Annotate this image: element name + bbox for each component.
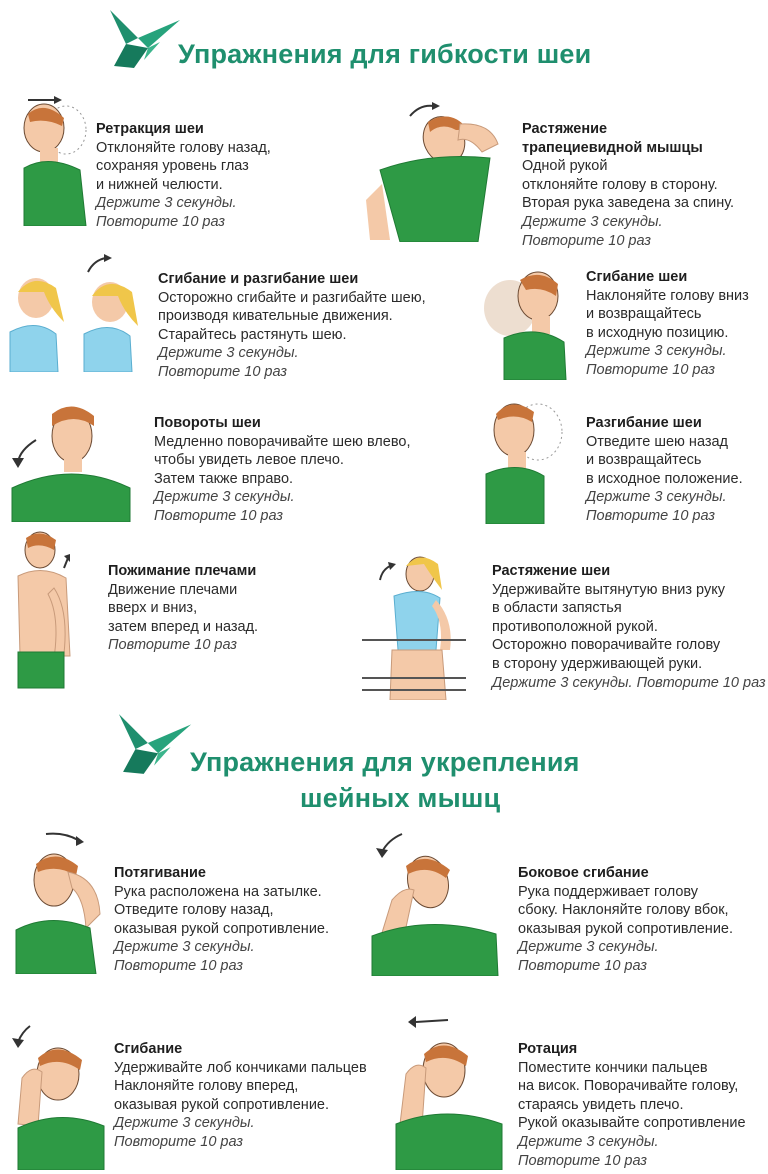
exercise-repeat: Повторите 10 раз [518,1152,647,1169]
exercise-hold: Держите 3 секунды. [518,939,659,956]
exercise-text: Рукой оказывайте сопротивление [518,1115,746,1132]
exercise-hold: Держите 3 секунды. [586,343,727,360]
exercise-text: оказывая рукой сопротивление. [114,920,330,937]
exercise-text: Затем также вправо. [154,470,294,487]
exercise-pulling [114,864,329,976]
section-title-strengthening-line1: Упражнения для укрепления [190,747,580,777]
exercise-text: Осторожно сгибайте и разгибайте шею, [158,289,426,306]
exercise-title: Сгибание и разгибание шеи [158,271,359,287]
exercise-hold: Держите 3 секунды. Повторите 10 раз [492,674,766,691]
exercise-repeat: Повторите 10 раз [522,232,651,249]
exercise-text: в исходную позицию. [586,324,729,341]
figure-rotation-resistance [382,1014,506,1170]
exercise-title: Растяжение шеи [492,563,611,579]
exercise-title: Боковое сгибание [518,865,649,881]
figure-neck-stretch [362,550,474,700]
exercise-trapezius-stretch [522,120,734,250]
figure-neck-rotation [6,400,134,522]
exercise-title: Ретракция шеи [96,121,204,137]
exercise-rotation-resistance [518,1040,746,1170]
exercise-hold: Держите 3 секунды. [518,1133,659,1150]
exercise-text: затем вперед и назад. [108,618,259,635]
exercise-neck-extension [586,414,743,526]
exercise-neck-rotation [154,414,410,526]
exercise-hold: Держите 3 секунды. [158,345,299,362]
figure-flexion-extension [4,252,150,372]
exercise-repeat: Повторите 10 раз [108,637,237,654]
figure-neck-extension [482,390,574,524]
exercise-text: на висок. Поворачивайте голову, [518,1078,739,1095]
exercise-repeat: Повторите 10 раз [586,507,715,524]
exercise-text: Отклоняйте голову назад, [96,139,271,156]
exercise-text: Осторожно поворачивайте голову [492,637,721,654]
exercise-side-bend [518,864,733,976]
figure-trapezius-stretch [360,100,510,242]
figure-side-bend [362,830,500,976]
exercise-text: Рука поддерживает голову [518,883,699,900]
exercise-text: оказывая рукой сопротивление. [518,920,734,937]
exercise-repeat: Повторите 10 раз [96,213,225,230]
exercise-flexion-extension [158,270,426,382]
exercise-title: Повороты шеи [154,415,261,431]
exercise-text: Наклоняйте голову вперед, [114,1078,299,1095]
exercise-text: Рука расположена на затылке. [114,883,322,900]
exercise-text: производя кивательные движения. [158,308,393,325]
exercise-repeat: Повторите 10 раз [158,363,287,380]
exercise-text: в области запястья [492,600,622,617]
exercise-neck-flexion [586,268,749,380]
exercise-text: Движение плечами [108,581,238,598]
figure-neck-retraction [10,96,90,226]
exercise-neck-stretch [492,562,766,692]
figure-neck-flexion [476,262,576,380]
exercise-repeat: Повторите 10 раз [114,1133,243,1150]
exercise-text: Удерживайте вытянутую вниз руку [492,581,725,598]
exercise-repeat: Повторите 10 раз [518,957,647,974]
exercise-title: Растяжение [522,121,608,137]
exercise-text: отклоняйте голову в сторону. [522,176,718,193]
exercise-text: Медленно поворачивайте шею влево, [154,433,411,450]
exercise-repeat: Повторите 10 раз [586,361,715,378]
figure-shoulder-shrug [8,528,78,694]
exercise-hold: Держите 3 секунды. [586,489,727,506]
exercise-title: Потягивание [114,865,206,881]
exercise-text: Отведите шею назад [586,433,729,450]
exercise-text: Одной рукой [522,158,608,175]
exercise-text: противоположной рукой. [492,618,658,635]
exercise-text: оказывая рукой сопротивление. [114,1096,330,1113]
exercise-text: стараясь увидеть плечо. [518,1096,684,1113]
exercise-title: Ротация [518,1041,578,1057]
exercise-text: Отведите голову назад, [114,902,274,919]
exercise-hold: Держите 3 секунды. [114,939,255,956]
exercise-hold: Держите 3 секунды. [96,195,237,212]
exercise-title: Сгибание шеи [586,269,688,285]
exercise-text: Старайтесь растянуть шею. [158,326,347,343]
exercise-neck-retraction [96,120,271,232]
section-title-flexibility: Упражнения для гибкости шеи [178,39,592,69]
figure-pulling [10,828,102,974]
exercise-flexion-resistance [114,1040,367,1152]
exercise-text: Удерживайте лоб кончиками пальцев [114,1059,367,1076]
exercise-text: в исходное положение. [586,470,743,487]
exercise-text: Поместите кончики пальцев [518,1059,708,1076]
exercise-text: Вторая рука заведена за спину. [522,195,735,212]
exercise-text: сбоку. Наклоняйте голову вбок, [518,902,729,919]
exercise-title: Разгибание шеи [586,415,702,431]
exercise-text: Наклоняйте голову вниз [586,287,749,304]
exercise-shoulder-shrug [108,562,258,655]
exercise-repeat: Повторите 10 раз [154,507,283,524]
exercise-hold: Держите 3 секунды. [522,213,663,230]
section-title-strengthening-line2: шейных мышц [300,783,501,813]
exercise-repeat: Повторите 10 раз [114,957,243,974]
exercise-text: и возвращайтесь [586,452,702,469]
exercise-text: чтобы увидеть левое плечо. [154,452,344,469]
exercise-hold: Держите 3 секунды. [154,489,295,506]
exercise-title: Сгибание [114,1041,183,1057]
exercise-text: вверх и вниз, [108,600,198,617]
figure-flexion-resistance [8,1020,108,1170]
exercise-title-line2: трапециевидной мышцы [522,139,703,156]
exercise-text: и нижней челюсти. [96,176,223,193]
crane-logo-icon [104,8,182,70]
exercise-hold: Держите 3 секунды. [114,1115,255,1132]
exercise-title: Пожимание плечами [108,563,257,579]
exercise-text: в сторону удерживающей руки. [492,655,703,672]
exercise-text: и возвращайтесь [586,306,702,323]
exercise-text: сохраняя уровень глаз [96,158,249,175]
crane-logo-icon [112,712,194,776]
